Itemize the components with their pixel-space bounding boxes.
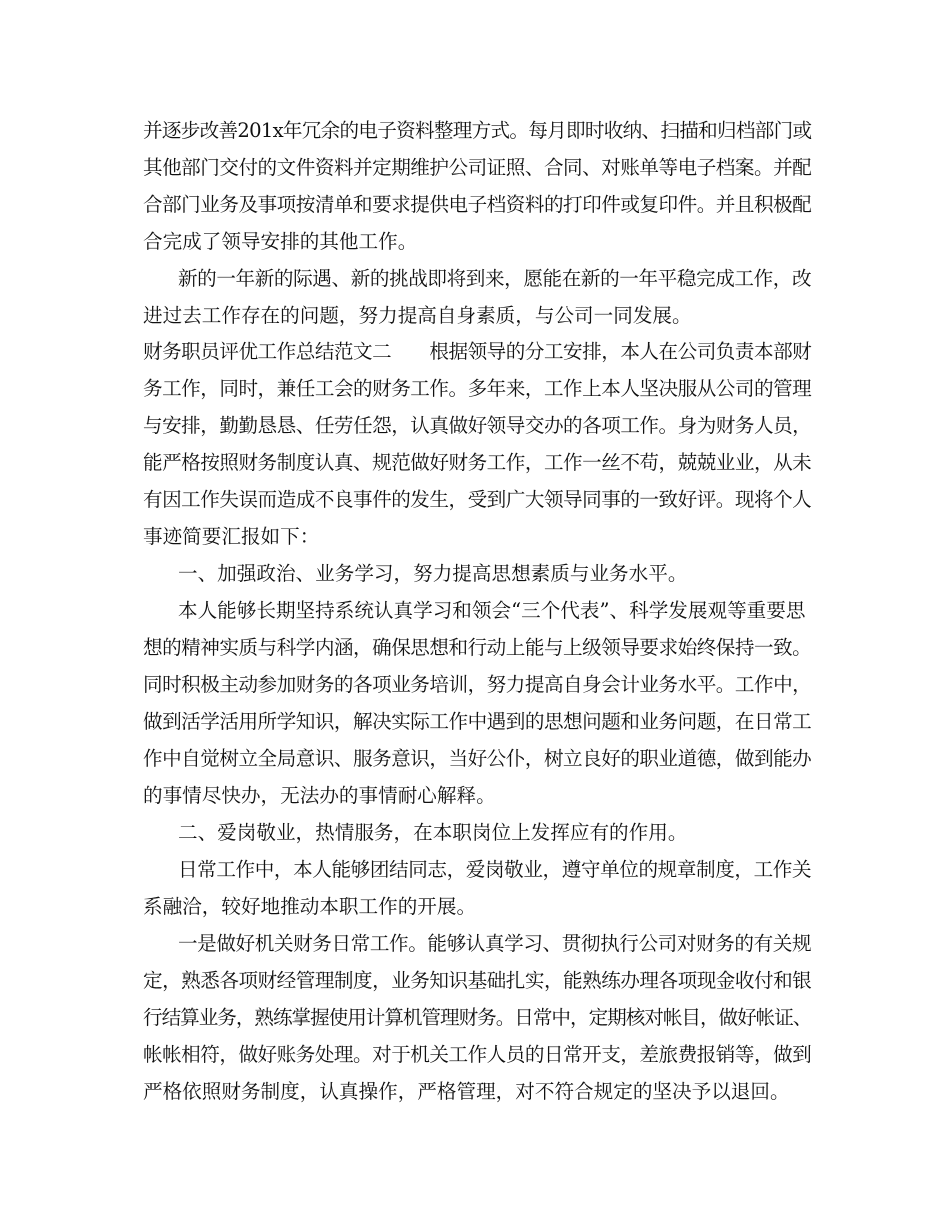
text-line: 务工作，同时，兼任工会的财务工作。多年来，工作上本人坚决服从公司的管理 [143, 377, 812, 400]
text-line: 作中自觉树立全局意识、服务意识，当好公仆，树立良好的职业道德，做到能办 [143, 747, 812, 770]
text-line: 定，熟悉各项财经管理制度，业务知识基础扎实，能熟练办理各项现金收付和银 [143, 969, 812, 992]
paragraph-first-line: 一是做好机关财务日常工作。能够认真学习、贯彻执行公司对财务的有关规 [178, 932, 812, 955]
text-line: 合部门业务及事项按清单和要求提供电子档资料的打印件或复印件。并且积极配 [143, 193, 812, 216]
text-line: 其他部门交付的文件资料并定期维护公司证照、合同、对账单等电子档案。并配 [143, 156, 812, 179]
text-line: 做到活学活用所学知识，解决实际工作中遇到的思想问题和业务问题，在日常工 [143, 710, 812, 733]
text-line: 同时积极主动参加财务的各项业务培训，努力提高自身会计业务水平。工作中， [143, 673, 812, 696]
text-line: 事迹简要汇报如下： [143, 525, 320, 548]
text-line: 严格依照财务制度，认真操作，严格管理，对不符合规定的坚决予以退回。 [143, 1080, 790, 1103]
text-line: 有因工作失误而造成不良事件的发生，受到广大领导同事的一致好评。现将个人 [143, 488, 812, 511]
subheading-line: 一、加强政治、业务学习，努力提高思想素质与业务水平。 [178, 562, 688, 585]
paragraph-first-line: 日常工作中，本人能够团结同志，爱岗敬业，遵守单位的规章制度，工作关 [178, 858, 812, 881]
text-line: 合完成了领导安排的其他工作。 [143, 230, 418, 253]
paragraph-first-line: 本人能够长期坚持系统认真学习和领会“三个代表”、科学发展观等重要思 [178, 599, 806, 622]
text-line: 系融洽，较好地推动本职工作的开展。 [143, 895, 477, 918]
text-line: 与安排，勤勤恳恳、任劳任怨，认真做好领导交办的各项工作。身为财务人员， [143, 414, 812, 437]
section-heading-line: 财务职员评优工作总结范文二 根据领导的分工安排，本人在公司负责本部财 [143, 340, 812, 363]
text-line: 想的精神实质与科学内涵，确保思想和行动上能与上级领导要求始终保持一致。 [143, 636, 812, 659]
text-line: 的事情尽快办，无法办的事情耐心解释。 [143, 784, 496, 807]
text-line: 行结算业务，熟练掌握使用计算机管理财务。日常中，定期核对帐目，做好帐证、 [143, 1006, 812, 1029]
text-line: 并逐步改善201x年冗余的电子资料整理方式。每月即时收纳、扫描和归档部门或 [143, 119, 812, 142]
text-line: 帐帐相符，做好账务处理。对于机关工作人员的日常开支，差旅费报销等，做到 [143, 1043, 812, 1066]
subheading-line: 二、爱岗敬业，热情服务，在本职岗位上发挥应有的作用。 [178, 821, 688, 844]
paragraph-first-line: 新的一年新的际遇、新的挑战即将到来，愿能在新的一年平稳完成工作，改 [178, 267, 812, 290]
text-line: 进过去工作存在的问题，努力提高自身素质，与公司一同发展。 [143, 304, 692, 327]
text-line: 能严格按照财务制度认真、规范做好财务工作，工作一丝不苟，兢兢业业，从未 [143, 451, 812, 474]
